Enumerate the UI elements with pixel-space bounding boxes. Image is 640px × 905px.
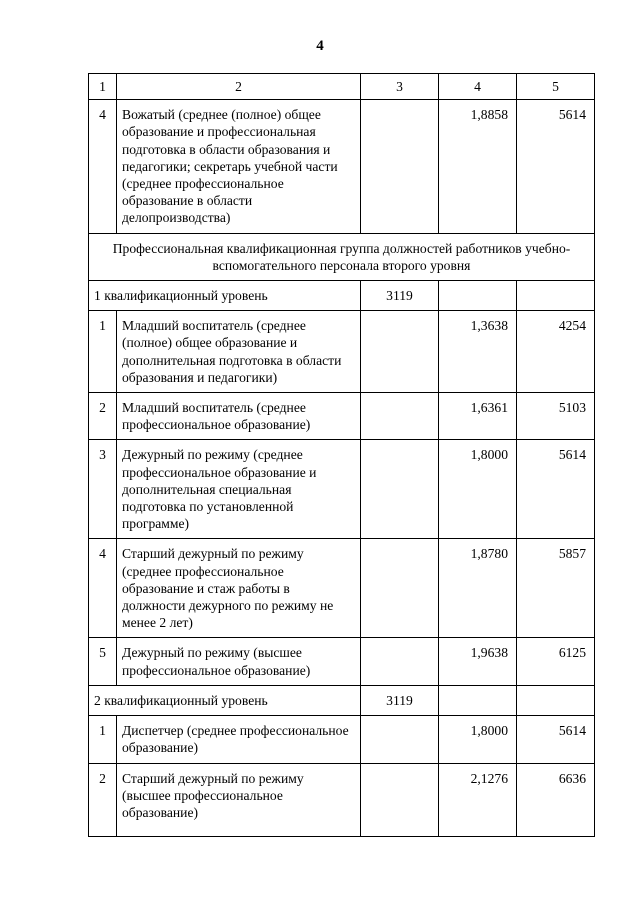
table-row (89, 638, 595, 685)
row-number: 2 (89, 393, 117, 440)
empty-cell (517, 685, 595, 715)
coefficient: 1,6361 (439, 393, 517, 440)
row-number: 3 (89, 440, 117, 539)
coefficient: 1,8858 (439, 100, 517, 233)
table-row (89, 539, 595, 638)
qualification-code (361, 311, 439, 393)
salary: 5614 (517, 716, 595, 763)
empty-cell (439, 685, 517, 715)
position-description: Дежурный по режиму (среднее профессиональное образование и дополнительная специальная подготовка по установленной программе) (117, 440, 361, 539)
qualification-code: 3119 (361, 281, 439, 311)
page-number: 4 (316, 38, 324, 54)
salary: 5614 (517, 440, 595, 539)
qualification-code (361, 716, 439, 763)
table-row (89, 763, 595, 836)
qualification-level-row (89, 685, 595, 715)
salary: 6125 (517, 638, 595, 685)
qualification-level-label: 2 квалификационный уровень (89, 685, 361, 715)
position-description: Вожатый (среднее (полное) общее образование и профессиональная подготовка в области образования и педагогики; секретарь учебной части (среднее профессиональное образование в области делопроизводства) (117, 100, 361, 233)
qualification-code: 3119 (361, 685, 439, 715)
empty-cell (439, 281, 517, 311)
salary: 5614 (517, 100, 595, 233)
group-title-row (89, 233, 595, 280)
table-row (89, 311, 595, 393)
row-number: 1 (89, 311, 117, 393)
row-number: 4 (89, 539, 117, 638)
qualification-level-row (89, 281, 595, 311)
qualification-code (361, 638, 439, 685)
qualification-code (361, 763, 439, 836)
salary: 5857 (517, 539, 595, 638)
coefficient: 1,9638 (439, 638, 517, 685)
coefficient: 1,8780 (439, 539, 517, 638)
coefficient: 1,3638 (439, 311, 517, 393)
column-header: 1 (89, 74, 117, 100)
qualification-code (361, 440, 439, 539)
row-number: 2 (89, 763, 117, 836)
coefficient: 1,8000 (439, 716, 517, 763)
position-description: Диспетчер (среднее профессиональное образование) (117, 716, 361, 763)
table-row (89, 100, 595, 233)
table-row (89, 393, 595, 440)
column-header: 3 (361, 74, 439, 100)
position-description: Старший дежурный по режиму (среднее профессиональное образование и стаж работы в должности дежурного по режиму не менее 2 лет) (117, 539, 361, 638)
column-number-row (89, 74, 595, 100)
row-number: 1 (89, 716, 117, 763)
qualification-code (361, 393, 439, 440)
position-description: Дежурный по режиму (высшее профессиональное образование) (117, 638, 361, 685)
group-title: Профессиональная квалификационная группа должностей работников учебно-вспомогательного персонала второго уровня (89, 233, 595, 280)
empty-cell (517, 281, 595, 311)
table-row (89, 440, 595, 539)
salary: 6636 (517, 763, 595, 836)
column-header: 5 (517, 74, 595, 100)
table-row (89, 716, 595, 763)
salary-table (88, 73, 595, 837)
qualification-level-label: 1 квалификационный уровень (89, 281, 361, 311)
salary: 5103 (517, 393, 595, 440)
position-description: Младший воспитатель (среднее (полное) общее образование и дополнительная подготовка в области образования и педагогики) (117, 311, 361, 393)
coefficient: 2,1276 (439, 763, 517, 836)
position-description: Старший дежурный по режиму (высшее профессиональное образование) (117, 763, 361, 836)
row-number: 5 (89, 638, 117, 685)
coefficient: 1,8000 (439, 440, 517, 539)
position-description: Младший воспитатель (среднее профессиональное образование) (117, 393, 361, 440)
row-number: 4 (89, 100, 117, 233)
salary: 4254 (517, 311, 595, 393)
column-header: 2 (117, 74, 361, 100)
qualification-code (361, 539, 439, 638)
qualification-code (361, 100, 439, 233)
column-header: 4 (439, 74, 517, 100)
